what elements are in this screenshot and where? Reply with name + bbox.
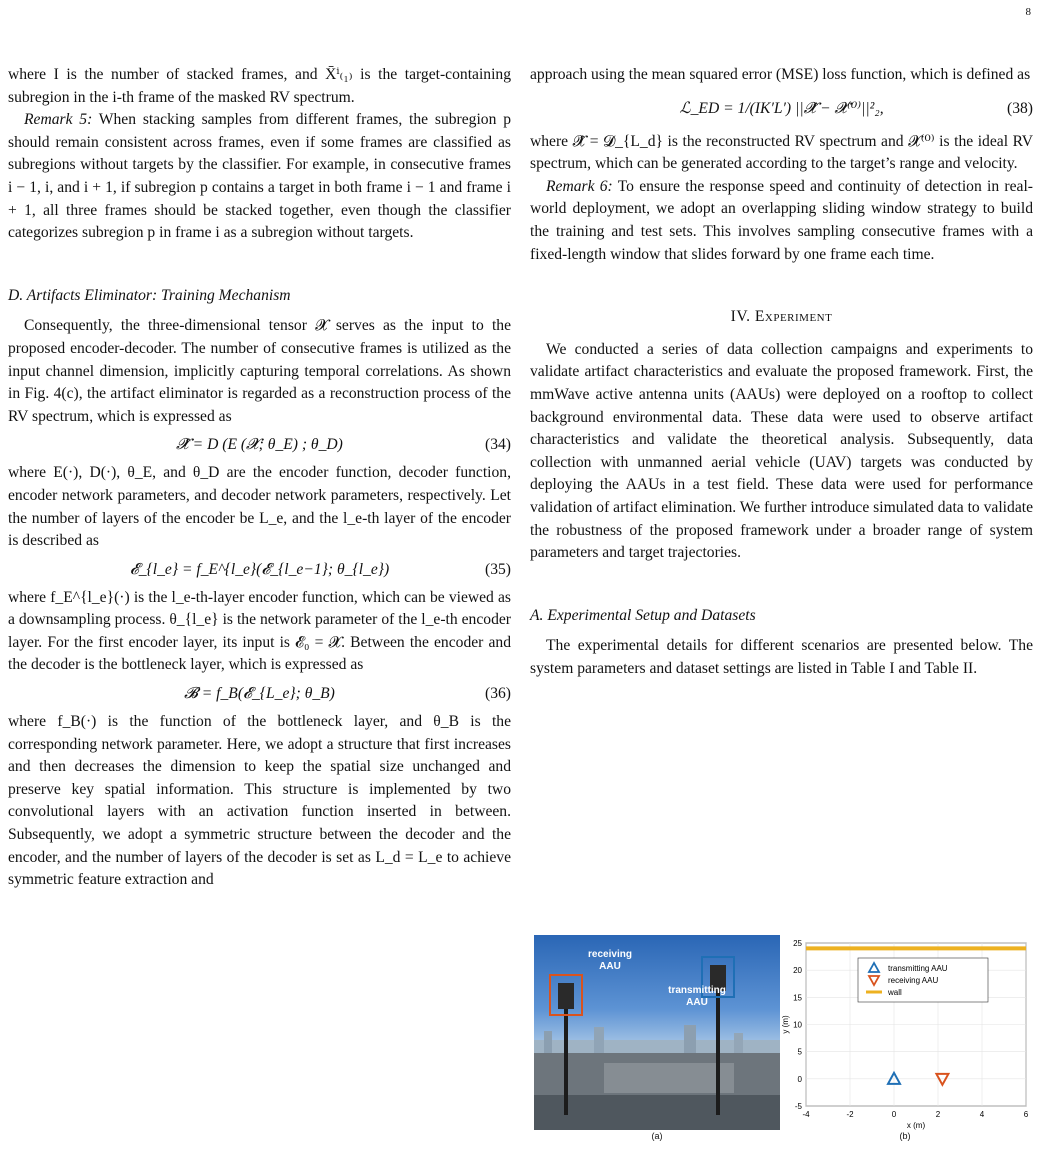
caption-b: (b)	[899, 1131, 911, 1141]
legend-entry: receiving AAU	[888, 976, 939, 985]
y-tick-label: 15	[793, 993, 802, 1003]
left-column	[8, 64, 511, 892]
paragraph: where E(·), D(·), θ_E, and θ_D are the encoder function, decoder function, encoder network parameters, and decoder network parameters, respectively. Let the number of layers of the encoder be L_e, and the l_e-th layer of the encoder is described as	[8, 464, 511, 550]
paragraph: where f_E^{l_e}(·) is the l_e-th-layer encoder function, which can be viewed as a downsampling process. θ_{l_e} is the network parameter of the l_e-th encoder layer. For the first encoder layer, its input is 𝓔₀ = 𝓧. Between the encoder and the decoder is the bottleneck layer, which is expressed as	[8, 588, 511, 674]
x-tick-label: 2	[935, 1110, 941, 1119]
remark-6	[530, 176, 1033, 266]
legend-entry: wall	[888, 988, 902, 997]
section-heading-iv	[530, 306, 1033, 329]
paragraph: where 𝓧̂ = 𝓓_{L_d} is the reconstructed RV spectrum and 𝓧⁽⁰⁾ is the ideal RV spectrum, which can be generated according to the target’s range and velocity.	[530, 132, 1033, 173]
remark-5	[8, 109, 511, 245]
y-tick-label: 20	[793, 966, 802, 976]
remark-text: When stacking samples from different frames, the subregion p should remain consistent across frames, even if some frames are classified as subregions without targets by the classifier. For example, in consecutive frames i − 1, i, and i + 1, if subregion p contains a target in both frame i − 1 and frame i + 1, all three frames should be stacked together, even though the classifier categorizes subregion p in frame i as a subregion without targets.	[8, 111, 511, 242]
y-tick-label: -5	[794, 1102, 802, 1111]
equation-36	[8, 677, 511, 711]
equation-number: (34)	[485, 436, 511, 454]
section-heading-d: D. Artifacts Eliminator: Training Mechanism	[8, 286, 291, 304]
y-tick-label: 5	[797, 1047, 802, 1057]
equation-number: (38)	[1007, 99, 1033, 117]
equation-34	[8, 428, 511, 462]
x-axis-label: x (m)	[906, 1121, 926, 1130]
paragraph: where I is the number of stacked frames, and X̄ⁱ₍₁₎ is the target-containing subregion in the i-th frame of the masked RV spectrum.	[8, 66, 511, 106]
x-tick-label: 6	[1023, 1110, 1029, 1119]
equation-body: 𝓧̂ = D (E (𝓧; θ_E) ; θ_D)	[176, 436, 343, 454]
y-tick-label: 0	[797, 1074, 802, 1084]
paragraph: Consequently, the three-dimensional tensor 𝓧 serves as the input to the proposed encoder-decoder. The number of consecutive frames is utilized as the input channel dimension, implicitly capturing temporal correlations. As shown in Fig. 4(c), the artifact eliminator is regarded as a reconstruction process of the RV spectrum, which is expressed as	[8, 317, 511, 425]
paragraph: We conducted a series of data collection campaigns and experiments to validate artifact characteristics and evaluate the proposed framework. First, the mmWave active antenna units (AAUs) were deployed on a rooftop to collect background environmental data. These data were used to observe artifact characteristics and validate the theoretical analysis. Subsequently, data collection with unmanned aerial vehicle (UAV) targets was conducted by deploying the AAUs in a test field. These data were used for performance validation of artifact elimination. We further introduce simulated data to validate the robustness of the proposed framework under a broader range of system parameters and target trajectories.	[530, 340, 1033, 562]
equation-body: 𝓑 = f_B(𝓔_{L_e}; θ_B)	[184, 685, 335, 703]
section-number: IV.	[730, 308, 751, 326]
remark-label: Remark 6:	[546, 177, 613, 195]
x-tick-label: 4	[979, 1110, 985, 1119]
rooftop-photo	[534, 935, 780, 1130]
caption-a: (a)	[651, 1131, 663, 1141]
remark-label: Remark 5:	[24, 111, 93, 129]
x-tick-label: -2	[846, 1110, 854, 1119]
equation-number: (35)	[485, 560, 511, 578]
aau-layout-plot	[780, 935, 1040, 1130]
equation-body: 𝓔_{l_e} = f_E^{l_e}(𝓔_{l_e−1}; θ_{l_e})	[129, 560, 390, 578]
rooftop-photo-illustration	[534, 935, 780, 1130]
section-title: Experiment	[754, 308, 833, 326]
x-tick-label: -4	[802, 1110, 810, 1119]
y-tick-label: 25	[793, 939, 802, 948]
section-heading-a: A. Experimental Setup and Datasets	[530, 606, 756, 624]
legend-entry: transmitting AAU	[888, 964, 948, 973]
transmitting-aau-label: transmitting AAU	[668, 985, 726, 1008]
paragraph: The experimental details for different scenarios are presented below. The system parameters and dataset settings are listed in Table I and Table II.	[530, 637, 1033, 677]
equation-number: (36)	[485, 685, 511, 703]
right-column	[530, 64, 1033, 680]
x-tick-label: 0	[891, 1110, 897, 1119]
remark-text: To ensure the response speed and continuity of detection in real-world deployment, we adopt an overlapping sliding window strategy to build the training and test sets. This involves sampling consecutive frames with a fixed-length window that slides forward by one frame each time.	[530, 177, 1033, 263]
equation-35	[8, 553, 511, 587]
equation-body: ℒ_ED = 1/(IK′L′) ||𝓧̂ − 𝓧⁽⁰⁾||²₂,	[679, 99, 884, 117]
paragraph: where f_B(·) is the function of the bottleneck layer, and θ_B is the corresponding network parameter. Here, we adopt a structure that first increases and then decreases the dimension to keep the spatial size unchanged and preserve key spatial information. This structure is implemented by two convolutional layers with an activation function inserted in between. Subsequently, we adopt a symmetric structure between the decoder and the encoder, and the number of layers of the decoder is set as L_d = L_e to achieve symmetric feature extraction and	[8, 713, 511, 889]
y-tick-label: 10	[793, 1020, 802, 1030]
paragraph: approach using the mean squared error (MSE) loss function, which is defined as	[530, 66, 1031, 83]
equation-38	[530, 87, 1033, 131]
receiving-aau-label: receiving AAU	[588, 949, 632, 972]
y-axis-label: y (m)	[781, 1015, 790, 1034]
page-number: 8	[1025, 6, 1031, 18]
